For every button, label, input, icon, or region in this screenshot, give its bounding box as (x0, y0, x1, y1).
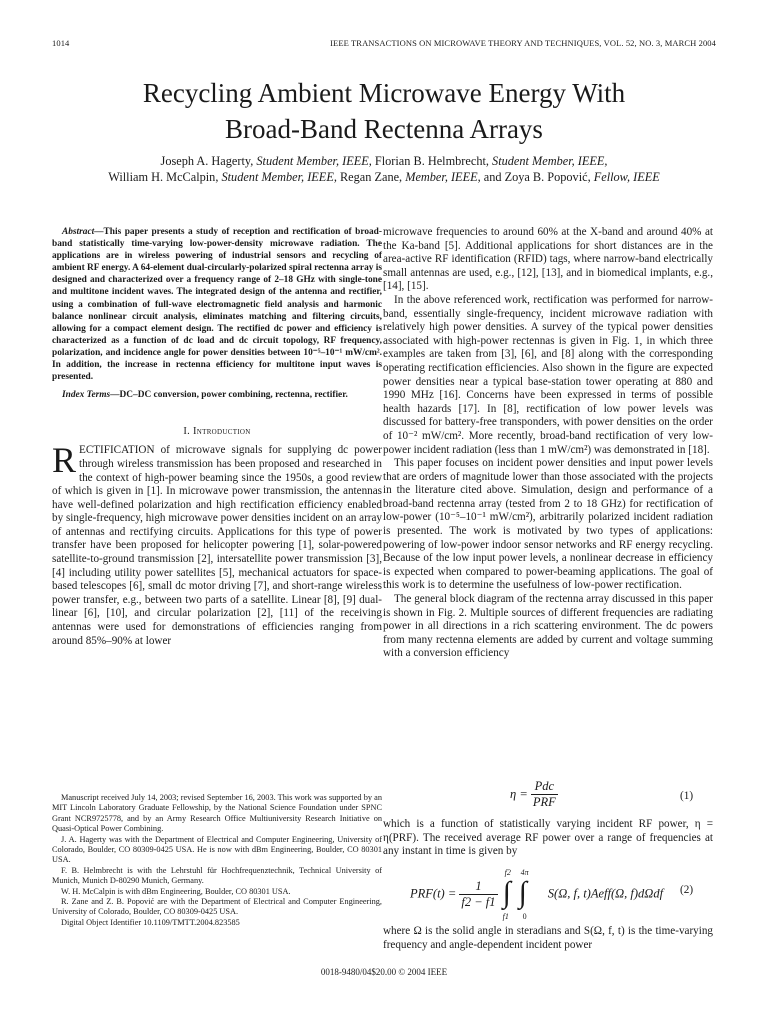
eq2-lower-f1: f1 (502, 912, 509, 921)
author-popovic-role: Fellow, IEEE (593, 170, 660, 184)
drop-cap: R (52, 440, 77, 481)
right-paragraph-2: In the above referenced work, rectification was performed for narrow-band, essentially single-frequency, incident microwave radiation with relatively high power densities. A survey of the typical power densities associated with high-power rectennas is given in Fig. 1, in which three examples are taken from [3], [6], and [8] along with the corresponding operating rectification efficiencies. Also shown in the figure are expected power densities near a typical base-station tower operating at 880 and 1990 MHz [16]. Concerns have been expressed in terms of possible health hazards [17]. In [8], rectification of low power levels was discussed for battery-free transponders, with power densities on the order of 10⁻² mW/cm². More recently, broad-band rectification of very low-power incident radiation (less than 1 mW/cm²) was demonstrated in [18]. (383, 293, 713, 456)
footnote-zane-popovic: R. Zane and Z. B. Popović are with the Department of Electrical and Computer Engineering, University of Colorado, Boulder, CO 80309-0425 USA. (52, 897, 382, 917)
author-mccalpin: William H. McCalpin, (108, 170, 219, 184)
author-line-1 (52, 153, 716, 169)
right-paragraph-1: microwave frequencies to around 60% at the X-band and around 40% at the Ka-band [5]. Additional applications for short distances are in the area-active RF identification (RFID) tags, where narrow-band electrically small antennas are used, e.g., [12], [13], and in biomedical implants, e.g., [14], [15]. (383, 226, 713, 293)
eq1-denominator: PRF (532, 795, 556, 809)
eq2-lower-0: 0 (522, 912, 527, 921)
footnote-doi: Digital Object Identifier 10.1109/TMTT.2004.823585 (61, 917, 240, 927)
intro-paragraph-1 (52, 440, 382, 648)
integral-icon: ∫ (518, 876, 527, 909)
footnote-mccalpin: W. H. McCalpin is with dBm Engineering, Boulder, CO 80301 USA. (61, 886, 291, 896)
intro-paragraph-1-text: ECTIFICATION of microwave signals for supplying dc power through wireless transmission has been proposed and researched in the context of high-power beaming since the 1950s, a good review of which is given in [1]. In microwave power transmission, the antennas have well-defined polarization and high rectification efficiency enabled by single-frequency, high microwave power densities incident on an array of antennas and rectifying circuits. Applications for this type of power transfer have been proposed for helicopter powering [1], solar-powered satellite-to-ground transmission [2], intersatellite power transmission [3], [4] including utility power satellites [5], mechanical actuators for space-based telescopes [6], small dc motor driving [7], and short-range wireless power transfer, e.g., between two parts of a satellite. Linear [8], [9] dual-linear [6], [10], and circular polarization [2], [11] of the receiving antennas were used for demonstrations of efficiencies ranging from around 85%–90% at lower (52, 444, 382, 647)
footnote-manuscript: Manuscript received July 14, 2003; revised September 16, 2003. This work was supported by an MIT Lincoln Laboratory Graduate Fellowship, by the National Science Foundation under SPNC Grant NCR9725778, and by an Army Research Office Multiuniversity Research Initiative on Quasi-Optical Power Combining. (52, 793, 382, 834)
index-terms-text: DC–DC conversion, power combining, rectenna, rectifier. (119, 390, 348, 401)
section-heading-introduction: I. Introduction (183, 426, 251, 438)
footnote-hagerty: J. A. Hagerty was with the Department of Electrical and Computer Engineering, University of Colorado, Boulder, CO 80309-0425 USA. He is now with dBm Engineering, Boulder, CO 80301 USA. (52, 834, 382, 865)
abstract-label: Abstract— (62, 227, 104, 237)
eq2-integrals (501, 868, 545, 921)
journal-header: IEEE TRANSACTIONS ON MICROWAVE THEORY AND TECHNIQUES, VOL. 52, NO. 3, MARCH 2004 (330, 38, 716, 48)
copyright-footer: 0018-9480/04$20.00 © 2004 IEEE (320, 967, 448, 977)
index-terms (52, 389, 382, 401)
index-terms-label: Index Terms— (62, 390, 120, 401)
author-hagerty-role: Student Member, IEEE, (256, 154, 372, 168)
author-zane: Regan Zane, (339, 170, 403, 184)
left-column (52, 226, 382, 648)
right-paragraph-5: which is a function of statistically varying incident RF power, η = η(PRF). The received average RF power over a range of frequencies at any instant in time is given by (383, 818, 713, 858)
eq2-lhs: PRF(t) = (410, 886, 457, 901)
title-line-2: Broad-Band Rectenna Arrays (225, 114, 543, 144)
title-line-1: Recycling Ambient Microwave Energy With (142, 78, 626, 108)
eq2-frac-denominator: f2 − f1 (461, 894, 496, 909)
equation-1 (510, 779, 558, 810)
right-paragraph-3: This paper focuses on incident power densities and input power levels that are orders of magnitude lower than those associated with the projects in the literature cited above. Simulation, design and performance of a broad-band rectenna array (tested from 2 to 18 GHz) for rectification of low-power (10⁻⁵–10⁻¹ mW/cm²), arbitrarily polarized incident radiation is presented. The work is motivated by two types of applications: powering of low-power indoor sensor networks and RF energy recycling. Because of the low input power levels, a nonlinear decrease in efficiency is expected when compared to power-beaming applications. The goal of this work is to determine the usefulness of low-power rectification. (383, 457, 713, 592)
author-hagerty: Joseph A. Hagerty, (160, 154, 254, 168)
eq2-upper-4pi: 4π (520, 868, 529, 877)
eq2-upper-f2: f2 (504, 868, 511, 877)
page-number: 1014 (52, 38, 70, 48)
author-popovic: and Zoya B. Popović, (483, 170, 591, 184)
footnotes (52, 793, 382, 928)
equation-2 (410, 868, 680, 921)
abstract (52, 226, 382, 383)
author-zane-role: Member, IEEE, (405, 170, 481, 184)
paper-title (52, 75, 716, 147)
right-column (383, 226, 713, 661)
abstract-text: This paper presents a study of reception and rectification of broad-band statistically time-varying low-power-density microwave radiation. The applications are in wireless powering of industrial sensors and recycling of ambient RF energy. A 64-element dual-circularly-polarized spiral rectenna array is designed and characterized over a frequency range of 2–18 GHz with single-tone and multitone incident waves. The integrated design of the antenna and rectifier, using a combination of full-wave electromagnetic field analysis and harmonic balance nonlinear circuit analysis, eliminates matching and filtering circuits, allowing for a compact element design. The rectified dc power and efficiency is characterized as a function of dc load and dc circuit topology, RF frequency, polarization, and incidence angle for power densities between 10⁻⁵–10⁻¹ mW/cm². In addition, the increase in rectenna efficiency for multitone input waves is presented. (52, 227, 382, 383)
eq2-frac-numerator: 1 (459, 879, 497, 895)
eq1-numerator: Pdc (531, 779, 558, 795)
right-paragraph-4: The general block diagram of the rectenna array discussed in this paper is shown in Fig. 2. Multiple sources of different frequencies are radiating power in all directions in a rich scattering environment. The dc powers from many rectenna elements are added by current and voltage summing with a conversion efficiency (383, 593, 713, 660)
equation-2-number: (2) (680, 884, 694, 896)
eq1-lhs: η = (510, 787, 528, 801)
footnote-helmbrecht: F. B. Helmbrecht is with the Lehrstuhl für Hochfrequenztechnik, Technical University of Munich, Munich D-80290 Munich, Germany. (52, 865, 382, 886)
author-helmbrecht-role: Student Member, IEEE, (492, 154, 608, 168)
author-list (52, 153, 716, 185)
equation-1-number: (1) (680, 790, 694, 802)
eq1-fraction (531, 779, 558, 810)
eq2-integrand: S(Ω, f, t)Aeff(Ω, f)dΩdf (547, 886, 664, 901)
author-helmbrecht: Florian B. Helmbrecht, (374, 154, 489, 168)
author-mccalpin-role: Student Member, IEEE, (221, 170, 337, 184)
author-line-2 (52, 169, 716, 185)
integral-icon: ∫ (502, 876, 511, 909)
eq2-fraction (459, 879, 497, 910)
right-paragraph-6: where Ω is the solid angle in steradians and S(Ω, f, t) is the time-varying frequency and angle-dependent incident power (383, 925, 713, 951)
